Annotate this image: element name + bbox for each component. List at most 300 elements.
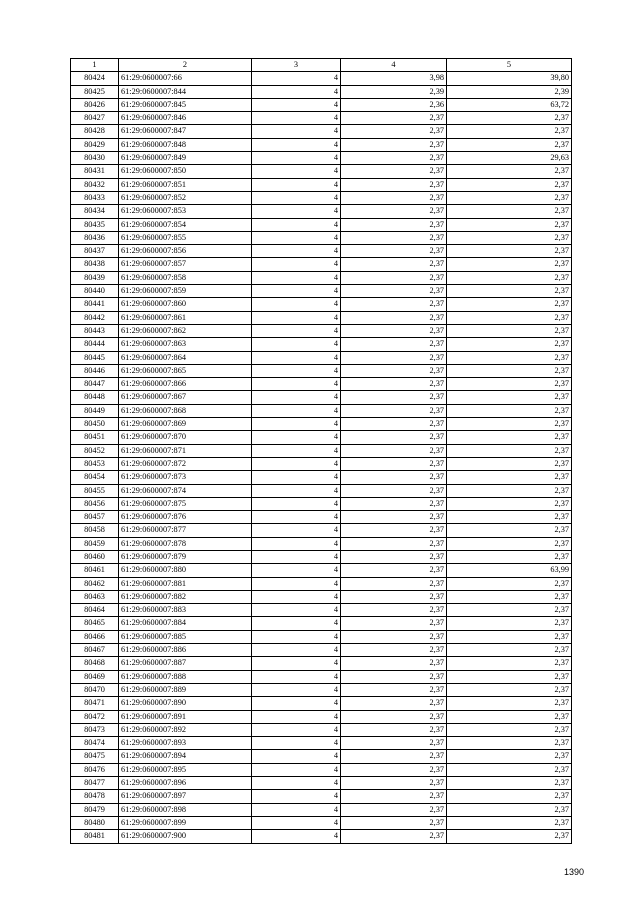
column-3-cell: 4	[252, 245, 341, 258]
column-5-cell: 2,37	[447, 763, 572, 776]
column-5-cell: 2,37	[447, 178, 572, 191]
column-3-cell: 4	[252, 577, 341, 590]
cadastral-number-cell: 61:29:0600007:896	[119, 777, 252, 790]
cadastral-number-cell: 61:29:0600007:846	[119, 112, 252, 125]
column-5-cell: 2,37	[447, 431, 572, 444]
column-4-cell: 2,37	[341, 830, 447, 843]
column-4-cell: 2,37	[341, 484, 447, 497]
column-3-cell: 4	[252, 72, 341, 85]
column-5-cell: 2,37	[447, 670, 572, 683]
row-number-cell: 80479	[71, 803, 119, 816]
column-4-cell: 2,37	[341, 803, 447, 816]
column-5-cell: 2,37	[447, 205, 572, 218]
column-5-cell: 2,37	[447, 497, 572, 510]
row-number-cell: 80436	[71, 231, 119, 244]
column-3-cell: 4	[252, 590, 341, 603]
column-5-cell: 2,37	[447, 484, 572, 497]
column-5-cell: 2,37	[447, 457, 572, 470]
column-4-cell: 2,37	[341, 737, 447, 750]
cadastral-number-cell: 61:29:0600007:883	[119, 604, 252, 617]
cadastral-number-cell: 61:29:0600007:893	[119, 737, 252, 750]
column-3-cell: 4	[252, 285, 341, 298]
column-4-cell: 2,37	[341, 497, 447, 510]
row-number-cell: 80464	[71, 604, 119, 617]
table-row	[71, 763, 572, 776]
row-number-cell: 80441	[71, 298, 119, 311]
table-row	[71, 683, 572, 696]
column-4-cell: 2,37	[341, 471, 447, 484]
column-5-cell: 2,37	[447, 577, 572, 590]
column-4-cell: 2,37	[341, 324, 447, 337]
column-4-cell: 2,37	[341, 165, 447, 178]
registry-table	[70, 58, 572, 844]
cadastral-number-cell: 61:29:0600007:862	[119, 324, 252, 337]
table-row	[71, 205, 572, 218]
column-3-cell: 4	[252, 777, 341, 790]
table-row	[71, 617, 572, 630]
row-number-cell: 80467	[71, 644, 119, 657]
row-number-cell: 80426	[71, 98, 119, 111]
cadastral-number-cell: 61:29:0600007:882	[119, 590, 252, 603]
column-3-cell: 4	[252, 191, 341, 204]
column-4-cell: 2,37	[341, 351, 447, 364]
row-number-cell: 80476	[71, 763, 119, 776]
column-3-cell: 4	[252, 418, 341, 431]
column-4-cell: 2,37	[341, 444, 447, 457]
column-4-cell: 2,37	[341, 790, 447, 803]
column-5-cell: 2,37	[447, 830, 572, 843]
table-row	[71, 178, 572, 191]
table-row	[71, 85, 572, 98]
column-4-cell: 2,37	[341, 657, 447, 670]
column-5-cell: 2,37	[447, 324, 572, 337]
column-3-cell: 4	[252, 484, 341, 497]
table-row	[71, 311, 572, 324]
column-3-cell: 4	[252, 364, 341, 377]
table-row	[71, 750, 572, 763]
column-5-cell: 2,37	[447, 537, 572, 550]
column-3-cell: 4	[252, 537, 341, 550]
table-row	[71, 298, 572, 311]
column-3-cell: 4	[252, 444, 341, 457]
cadastral-number-cell: 61:29:0600007:868	[119, 404, 252, 417]
row-number-cell: 80447	[71, 378, 119, 391]
column-5-cell: 63,99	[447, 564, 572, 577]
header-row	[71, 59, 572, 72]
table-row	[71, 351, 572, 364]
table-row	[71, 444, 572, 457]
cadastral-number-cell: 61:29:0600007:876	[119, 511, 252, 524]
row-number-cell: 80461	[71, 564, 119, 577]
row-number-cell: 80475	[71, 750, 119, 763]
row-number-cell: 80469	[71, 670, 119, 683]
column-3-cell: 4	[252, 351, 341, 364]
row-number-cell: 80481	[71, 830, 119, 843]
column-4-cell: 2,37	[341, 750, 447, 763]
column-4-cell: 2,37	[341, 418, 447, 431]
row-number-cell: 80460	[71, 550, 119, 563]
cadastral-number-cell: 61:29:0600007:847	[119, 125, 252, 138]
column-5-cell: 2,37	[447, 165, 572, 178]
table-row	[71, 364, 572, 377]
table-row	[71, 524, 572, 537]
cadastral-number-cell: 61:29:0600007:880	[119, 564, 252, 577]
cadastral-number-cell: 61:29:0600007:844	[119, 85, 252, 98]
column-3-cell: 4	[252, 644, 341, 657]
cadastral-number-cell: 61:29:0600007:884	[119, 617, 252, 630]
column-5-cell: 2,37	[447, 218, 572, 231]
cadastral-number-cell: 61:29:0600007:859	[119, 285, 252, 298]
column-3-cell: 4	[252, 630, 341, 643]
column-4-cell: 2,37	[341, 617, 447, 630]
column-4-cell: 2,37	[341, 457, 447, 470]
table-row	[71, 471, 572, 484]
table-row	[71, 125, 572, 138]
column-4-cell: 3,98	[341, 72, 447, 85]
cadastral-number-cell: 61:29:0600007:850	[119, 165, 252, 178]
row-number-cell: 80468	[71, 657, 119, 670]
column-5-cell: 63,72	[447, 98, 572, 111]
cadastral-number-cell: 61:29:0600007:853	[119, 205, 252, 218]
column-4-cell: 2,37	[341, 152, 447, 165]
row-number-cell: 80450	[71, 418, 119, 431]
table-row	[71, 564, 572, 577]
column-5-cell: 2,37	[447, 816, 572, 829]
column-4-cell: 2,37	[341, 630, 447, 643]
row-number-cell: 80478	[71, 790, 119, 803]
row-number-cell: 80435	[71, 218, 119, 231]
column-5-cell: 2,37	[447, 125, 572, 138]
column-4-cell: 2,37	[341, 763, 447, 776]
cadastral-number-cell: 61:29:0600007:866	[119, 378, 252, 391]
column-4-cell: 2,37	[341, 378, 447, 391]
row-number-cell: 80451	[71, 431, 119, 444]
table-row	[71, 630, 572, 643]
column-3-cell: 4	[252, 763, 341, 776]
cadastral-number-cell: 61:29:0600007:855	[119, 231, 252, 244]
column-header-2: 2	[119, 59, 252, 72]
column-5-cell: 2,37	[447, 657, 572, 670]
cadastral-number-cell: 61:29:0600007:66	[119, 72, 252, 85]
column-4-cell: 2,37	[341, 670, 447, 683]
table-row	[71, 431, 572, 444]
column-3-cell: 4	[252, 471, 341, 484]
column-3-cell: 4	[252, 617, 341, 630]
row-number-cell: 80439	[71, 271, 119, 284]
row-number-cell: 80474	[71, 737, 119, 750]
table-row	[71, 258, 572, 271]
column-4-cell: 2,37	[341, 311, 447, 324]
column-5-cell: 2,37	[447, 364, 572, 377]
cadastral-number-cell: 61:29:0600007:856	[119, 245, 252, 258]
column-4-cell: 2,37	[341, 816, 447, 829]
column-5-cell: 2,37	[447, 604, 572, 617]
column-3-cell: 4	[252, 125, 341, 138]
column-3-cell: 4	[252, 457, 341, 470]
row-number-cell: 80434	[71, 205, 119, 218]
table-row	[71, 790, 572, 803]
column-3-cell: 4	[252, 790, 341, 803]
column-5-cell: 2,37	[447, 245, 572, 258]
table-row	[71, 271, 572, 284]
table-row	[71, 737, 572, 750]
column-5-cell: 2,37	[447, 710, 572, 723]
column-4-cell: 2,37	[341, 391, 447, 404]
cadastral-number-cell: 61:29:0600007:899	[119, 816, 252, 829]
cadastral-number-cell: 61:29:0600007:872	[119, 457, 252, 470]
column-5-cell: 2,37	[447, 338, 572, 351]
table-row	[71, 191, 572, 204]
row-number-cell: 80454	[71, 471, 119, 484]
column-3-cell: 4	[252, 165, 341, 178]
column-5-cell: 2,37	[447, 750, 572, 763]
cadastral-number-cell: 61:29:0600007:851	[119, 178, 252, 191]
column-3-cell: 4	[252, 258, 341, 271]
cadastral-number-cell: 61:29:0600007:885	[119, 630, 252, 643]
row-number-cell: 80457	[71, 511, 119, 524]
column-4-cell: 2,37	[341, 697, 447, 710]
table-row	[71, 577, 572, 590]
column-3-cell: 4	[252, 497, 341, 510]
column-header-5: 5	[447, 59, 572, 72]
table-row	[71, 418, 572, 431]
column-header-4: 4	[341, 59, 447, 72]
table-row	[71, 590, 572, 603]
row-number-cell: 80427	[71, 112, 119, 125]
column-3-cell: 4	[252, 511, 341, 524]
column-5-cell: 2,37	[447, 271, 572, 284]
column-4-cell: 2,37	[341, 231, 447, 244]
cadastral-number-cell: 61:29:0600007:858	[119, 271, 252, 284]
table-row	[71, 497, 572, 510]
column-3-cell: 4	[252, 205, 341, 218]
row-number-cell: 80430	[71, 152, 119, 165]
row-number-cell: 80466	[71, 630, 119, 643]
column-3-cell: 4	[252, 311, 341, 324]
column-4-cell: 2,37	[341, 245, 447, 258]
row-number-cell: 80438	[71, 258, 119, 271]
cadastral-number-cell: 61:29:0600007:881	[119, 577, 252, 590]
column-3-cell: 4	[252, 152, 341, 165]
column-5-cell: 2,37	[447, 803, 572, 816]
column-5-cell: 2,37	[447, 404, 572, 417]
table-row	[71, 112, 572, 125]
table-row	[71, 138, 572, 151]
column-3-cell: 4	[252, 271, 341, 284]
cadastral-number-cell: 61:29:0600007:871	[119, 444, 252, 457]
column-5-cell: 29,63	[447, 152, 572, 165]
column-3-cell: 4	[252, 564, 341, 577]
column-3-cell: 4	[252, 391, 341, 404]
column-3-cell: 4	[252, 670, 341, 683]
row-number-cell: 80440	[71, 285, 119, 298]
column-4-cell: 2,37	[341, 138, 447, 151]
row-number-cell: 80453	[71, 457, 119, 470]
table-row	[71, 378, 572, 391]
row-number-cell: 80432	[71, 178, 119, 191]
row-number-cell: 80456	[71, 497, 119, 510]
row-number-cell: 80429	[71, 138, 119, 151]
row-number-cell: 80446	[71, 364, 119, 377]
cadastral-number-cell: 61:29:0600007:870	[119, 431, 252, 444]
cadastral-number-cell: 61:29:0600007:886	[119, 644, 252, 657]
column-4-cell: 2,37	[341, 125, 447, 138]
cadastral-number-cell: 61:29:0600007:878	[119, 537, 252, 550]
row-number-cell: 80425	[71, 85, 119, 98]
column-4-cell: 2,37	[341, 205, 447, 218]
column-4-cell: 2,37	[341, 178, 447, 191]
table-row	[71, 152, 572, 165]
cadastral-number-cell: 61:29:0600007:852	[119, 191, 252, 204]
column-4-cell: 2,37	[341, 285, 447, 298]
cadastral-number-cell: 61:29:0600007:849	[119, 152, 252, 165]
table-row	[71, 604, 572, 617]
column-4-cell: 2,37	[341, 431, 447, 444]
table-row	[71, 338, 572, 351]
row-number-cell: 80472	[71, 710, 119, 723]
cadastral-number-cell: 61:29:0600007:861	[119, 311, 252, 324]
column-3-cell: 4	[252, 550, 341, 563]
column-5-cell: 2,37	[447, 258, 572, 271]
column-4-cell: 2,37	[341, 710, 447, 723]
row-number-cell: 80458	[71, 524, 119, 537]
column-5-cell: 2,37	[447, 351, 572, 364]
column-3-cell: 4	[252, 830, 341, 843]
column-5-cell: 2,37	[447, 444, 572, 457]
column-3-cell: 4	[252, 298, 341, 311]
column-5-cell: 2,37	[447, 644, 572, 657]
cadastral-number-cell: 61:29:0600007:865	[119, 364, 252, 377]
row-number-cell: 80433	[71, 191, 119, 204]
table-row	[71, 245, 572, 258]
cadastral-number-cell: 61:29:0600007:875	[119, 497, 252, 510]
column-4-cell: 2,37	[341, 364, 447, 377]
column-4-cell: 2,37	[341, 777, 447, 790]
column-4-cell: 2,37	[341, 258, 447, 271]
column-3-cell: 4	[252, 723, 341, 736]
column-4-cell: 2,37	[341, 511, 447, 524]
column-3-cell: 4	[252, 138, 341, 151]
row-number-cell: 80443	[71, 324, 119, 337]
column-5-cell: 2,37	[447, 112, 572, 125]
column-5-cell: 2,37	[447, 231, 572, 244]
cadastral-number-cell: 61:29:0600007:873	[119, 471, 252, 484]
table-row	[71, 723, 572, 736]
row-number-cell: 80428	[71, 125, 119, 138]
column-3-cell: 4	[252, 604, 341, 617]
cadastral-number-cell: 61:29:0600007:898	[119, 803, 252, 816]
row-number-cell: 80445	[71, 351, 119, 364]
table-row	[71, 697, 572, 710]
column-3-cell: 4	[252, 98, 341, 111]
row-number-cell: 80455	[71, 484, 119, 497]
row-number-cell: 80471	[71, 697, 119, 710]
row-number-cell: 80424	[71, 72, 119, 85]
table-row	[71, 537, 572, 550]
column-3-cell: 4	[252, 112, 341, 125]
column-3-cell: 4	[252, 338, 341, 351]
row-number-cell: 80442	[71, 311, 119, 324]
column-header-3: 3	[252, 59, 341, 72]
column-3-cell: 4	[252, 816, 341, 829]
column-3-cell: 4	[252, 697, 341, 710]
table-row	[71, 484, 572, 497]
cadastral-number-cell: 61:29:0600007:890	[119, 697, 252, 710]
row-number-cell: 80444	[71, 338, 119, 351]
column-5-cell: 2,37	[447, 737, 572, 750]
cadastral-number-cell: 61:29:0600007:889	[119, 683, 252, 696]
cadastral-number-cell: 61:29:0600007:877	[119, 524, 252, 537]
cadastral-number-cell: 61:29:0600007:869	[119, 418, 252, 431]
column-4-cell: 2,37	[341, 564, 447, 577]
table-row	[71, 816, 572, 829]
column-4-cell: 2,37	[341, 577, 447, 590]
cadastral-number-cell: 61:29:0600007:892	[119, 723, 252, 736]
column-5-cell: 2,37	[447, 418, 572, 431]
column-5-cell: 2,37	[447, 683, 572, 696]
cadastral-number-cell: 61:29:0600007:845	[119, 98, 252, 111]
table-row	[71, 550, 572, 563]
column-5-cell: 2,37	[447, 790, 572, 803]
table-row	[71, 803, 572, 816]
table-row	[71, 285, 572, 298]
column-3-cell: 4	[252, 683, 341, 696]
table-header	[71, 59, 572, 72]
column-header-1: 1	[71, 59, 119, 72]
column-5-cell: 2,37	[447, 590, 572, 603]
page-number: 1390	[563, 867, 584, 877]
column-5-cell: 2,39	[447, 85, 572, 98]
row-number-cell: 80431	[71, 165, 119, 178]
column-5-cell: 2,37	[447, 378, 572, 391]
column-5-cell: 2,37	[447, 723, 572, 736]
column-3-cell: 4	[252, 218, 341, 231]
column-5-cell: 39,80	[447, 72, 572, 85]
column-3-cell: 4	[252, 657, 341, 670]
table-row	[71, 231, 572, 244]
column-5-cell: 2,37	[447, 285, 572, 298]
column-3-cell: 4	[252, 85, 341, 98]
column-5-cell: 2,37	[447, 617, 572, 630]
column-4-cell: 2,37	[341, 112, 447, 125]
column-5-cell: 2,37	[447, 511, 572, 524]
column-3-cell: 4	[252, 404, 341, 417]
column-5-cell: 2,37	[447, 471, 572, 484]
table-row	[71, 710, 572, 723]
row-number-cell: 80470	[71, 683, 119, 696]
table-row	[71, 165, 572, 178]
table-row	[71, 404, 572, 417]
column-3-cell: 4	[252, 324, 341, 337]
cadastral-number-cell: 61:29:0600007:857	[119, 258, 252, 271]
column-3-cell: 4	[252, 378, 341, 391]
table-body	[71, 72, 572, 843]
column-4-cell: 2,37	[341, 604, 447, 617]
column-4-cell: 2,36	[341, 98, 447, 111]
column-3-cell: 4	[252, 178, 341, 191]
column-4-cell: 2,37	[341, 537, 447, 550]
row-number-cell: 80462	[71, 577, 119, 590]
column-4-cell: 2,37	[341, 723, 447, 736]
table-row	[71, 830, 572, 843]
column-4-cell: 2,37	[341, 550, 447, 563]
table-row	[71, 457, 572, 470]
column-3-cell: 4	[252, 431, 341, 444]
cadastral-number-cell: 61:29:0600007:863	[119, 338, 252, 351]
row-number-cell: 80463	[71, 590, 119, 603]
column-4-cell: 2,37	[341, 218, 447, 231]
column-4-cell: 2,37	[341, 338, 447, 351]
